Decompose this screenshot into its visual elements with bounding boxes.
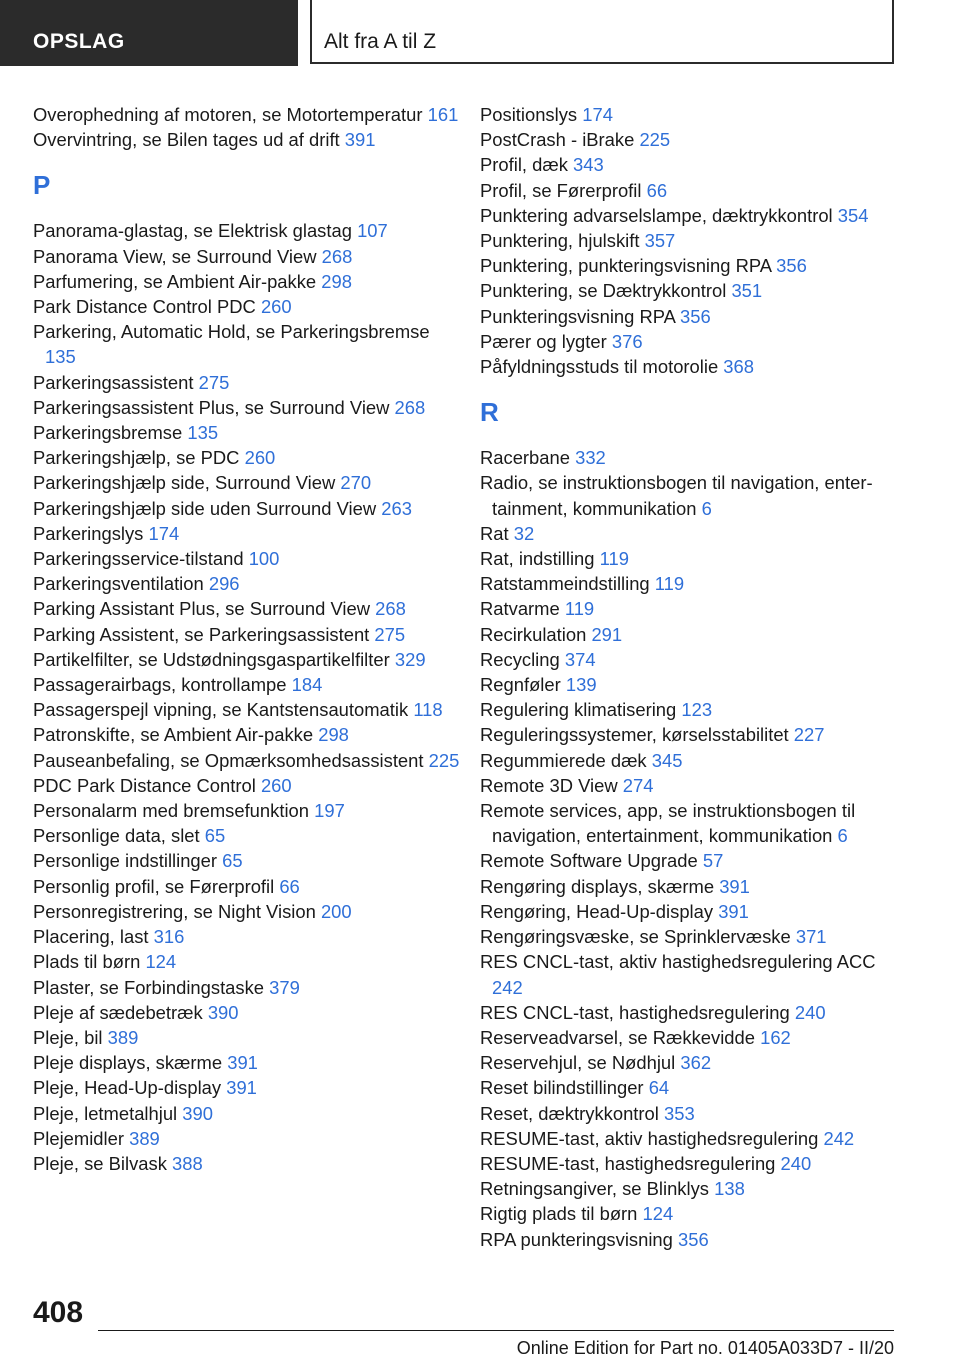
index-entry-text: Profil, se Førerprofil: [480, 179, 642, 201]
index-entry-text: Punktering, punkteringsvisning RPA: [480, 255, 772, 277]
index-entry-text: Punktering advarselslampe, dæktrykkontrol: [480, 204, 833, 226]
index-entry-text: Recycling: [480, 648, 560, 670]
edition-footer: Online Edition for Part no. 01405A033D7 - II/20: [516, 1338, 894, 1358]
index-entry-text: Parking Assistant Plus, se Surround View: [33, 598, 370, 620]
index-entry-text: RESUME-tast, hastighedsregulering: [480, 1152, 776, 1174]
index-entry: [33, 924, 463, 949]
index-entry-text: Patronskifte, se Ambient Air-pakke: [33, 724, 314, 746]
index-entry-text: Placering, last: [33, 926, 149, 948]
index-entry: [33, 899, 463, 924]
page-reference-link[interactable]: 260: [260, 774, 292, 796]
index-entry-text: Remote 3D View: [480, 774, 618, 796]
page-reference-link[interactable]: 118: [413, 699, 443, 721]
page-reference-link[interactable]: 332: [575, 447, 606, 469]
index-entry: [480, 1075, 910, 1100]
index-entry: [33, 395, 463, 420]
page-reference-link[interactable]: 391: [718, 900, 749, 922]
index-entry-text: Rengøring, Head-Up-display: [480, 900, 714, 922]
page-reference-link[interactable]: 353: [664, 1102, 695, 1124]
index-entry-text: Profil, dæk: [480, 154, 568, 176]
index-entry: [33, 102, 463, 127]
index-entry: [480, 304, 910, 329]
index-entry-text: Parkeringsassistent Plus, se Surround View: [33, 396, 390, 418]
page-reference-link[interactable]: 316: [153, 926, 185, 948]
page-reference-link[interactable]: 390: [182, 1102, 213, 1124]
index-entry: [480, 748, 910, 773]
index-entry-text: RES CNCL-tast, aktiv hastighedsregulering ACC: [480, 951, 876, 973]
page-reference-link[interactable]: 174: [148, 522, 180, 544]
page-reference-link[interactable]: 161: [427, 104, 459, 125]
page-reference-link[interactable]: 119: [599, 548, 629, 570]
index-entry-text: Reserveadvarsel, se Rækkevidde: [480, 1026, 755, 1048]
index-entry: [33, 773, 463, 798]
page-reference-link[interactable]: 275: [374, 623, 406, 645]
index-entry: [480, 1025, 910, 1050]
page-reference-link[interactable]: 371: [795, 926, 827, 948]
index-entry: [33, 319, 463, 369]
index-entry: [33, 370, 463, 395]
page-reference-link[interactable]: 242: [823, 1127, 855, 1149]
index-entry: [480, 722, 910, 747]
index-entry-text: Rengøringsvæske, se Sprinklervæske: [480, 926, 791, 948]
index-entry: [33, 1075, 463, 1100]
index-entry-text: Punktering, se Dæktrykkontrol: [480, 280, 727, 302]
index-entry: [480, 697, 910, 722]
index-entry: [33, 647, 463, 672]
page-reference-link[interactable]: 260: [244, 447, 276, 469]
index-entry-text: Parkeringshjælp, se PDC: [33, 447, 240, 469]
page-reference-link[interactable]: 225: [428, 749, 460, 771]
index-entry: [33, 975, 463, 1000]
index-entry: [480, 329, 910, 354]
index-entry-text: Punktering, hjulskift: [480, 230, 640, 252]
index-entry-text: Personlige indstillinger: [33, 850, 218, 872]
index-entry: [480, 152, 910, 177]
index-entry: [33, 521, 463, 546]
page-reference-link[interactable]: 66: [646, 179, 668, 201]
page-reference-link[interactable]: 357: [644, 230, 676, 252]
index-entry: [33, 874, 463, 899]
page-reference-link[interactable]: 65: [204, 825, 226, 847]
index-entry-text: Ratvarme: [480, 598, 560, 620]
page-reference-link[interactable]: 32: [513, 522, 535, 544]
page-reference-link[interactable]: 135: [187, 422, 219, 444]
index-entry: [33, 949, 463, 974]
page-reference-link[interactable]: 139: [565, 674, 597, 696]
index-column-right: [480, 102, 910, 1252]
index-entry-text: Reset bilindstillinger: [480, 1077, 644, 1099]
index-entry-text: Personlige data, slet: [33, 825, 200, 847]
index-entry-text: Pærer og lygter: [480, 330, 607, 352]
index-entry: [33, 1151, 463, 1176]
index-entry: [480, 1101, 910, 1126]
page-reference-link[interactable]: 362: [680, 1052, 712, 1074]
index-entry: [33, 445, 463, 470]
page-reference-link[interactable]: 197: [314, 800, 345, 822]
index-entry: [33, 823, 463, 848]
page-reference-link[interactable]: 66: [279, 875, 300, 897]
index-entry: [480, 798, 910, 848]
index-entry: [33, 848, 463, 873]
page-reference-link[interactable]: 274: [622, 774, 654, 796]
index-entry: [33, 127, 463, 152]
index-entry-text: Passagerairbags, kontrollampe: [33, 674, 287, 696]
page-reference-link[interactable]: 343: [573, 154, 604, 176]
page-reference-link[interactable]: 345: [651, 749, 683, 771]
index-entry-text: Remote Software Upgrade: [480, 850, 698, 872]
page-reference-link[interactable]: 389: [129, 1127, 160, 1149]
index-entry-text: Rengøring displays, skærme: [480, 875, 715, 897]
index-entry-text: Pleje displays, skærme: [33, 1052, 223, 1074]
index-entry-text: Overvintring, se Bilen tages ud af drift: [33, 129, 340, 151]
page-reference-link[interactable]: 6: [837, 825, 848, 847]
page-reference-link[interactable]: 119: [564, 598, 595, 620]
index-entry: [480, 228, 910, 253]
index-entry: [480, 278, 910, 303]
page-reference-link[interactable]: 379: [269, 976, 300, 998]
index-entry-text: Pauseanbefaling, se Opmærksomhedsassistent: [33, 749, 424, 771]
index-entry-text: Reservehjul, se Nødhjul: [480, 1052, 676, 1074]
index-entry: [480, 622, 910, 647]
page-reference-link[interactable]: 6: [701, 497, 712, 519]
index-entry-text: Retningsangiver, se Blinklys: [480, 1178, 709, 1200]
index-entry: [480, 1151, 910, 1176]
index-entry-text: RPA punkteringsvisning: [480, 1228, 673, 1250]
index-entry: [33, 1000, 463, 1025]
index-entry: [480, 1000, 910, 1025]
page-reference-link[interactable]: 298: [318, 724, 349, 746]
page-reference-link[interactable]: 354: [837, 204, 869, 226]
index-entry: [480, 874, 910, 899]
page-title: Alt fra A til Z: [310, 0, 894, 64]
index-entry: [33, 1050, 463, 1075]
page-reference-link[interactable]: 184: [291, 674, 323, 696]
page-reference-link[interactable]: 376: [611, 330, 643, 352]
page-reference-link[interactable]: 57: [702, 850, 724, 872]
page-reference-link[interactable]: 123: [681, 699, 713, 721]
index-entry-text: Regulering klimatisering: [480, 699, 677, 721]
index-entry: [480, 924, 910, 949]
page-reference-link[interactable]: 240: [780, 1152, 812, 1174]
page-reference-link[interactable]: 64: [648, 1077, 670, 1099]
index-entry-text: Parkeringshjælp side uden Surround View: [33, 497, 377, 519]
page-reference-link[interactable]: 240: [794, 1001, 826, 1023]
index-entry-text: Reguleringssystemer, kørselsstabilitet: [480, 724, 789, 746]
index-letter-heading: P: [33, 170, 51, 201]
index-entry: [480, 445, 910, 470]
index-entry-text: Reset, dæktrykkontrol: [480, 1102, 659, 1124]
index-entry-text: Pleje, Head-Up-display: [33, 1077, 222, 1099]
index-entry-text: Plaster, se Forbindingstaske: [33, 976, 265, 998]
index-entry-text: Remote services, app, se instruktionsbogen til navigation, entertainment, kommunikation: [480, 800, 856, 847]
index-entry-text: Partikelfilter, se Udstødningsgaspartikelfilter: [33, 648, 390, 670]
page-reference-link[interactable]: 268: [321, 245, 353, 267]
page-reference-link[interactable]: 374: [564, 648, 596, 670]
index-entry: [33, 420, 463, 445]
index-entry-text: Panorama-glastag, se Elektrisk glastag: [33, 220, 352, 242]
index-entry: [480, 949, 910, 999]
page-reference-link[interactable]: 356: [776, 255, 807, 277]
index-entry: [480, 1176, 910, 1201]
index-entry: [33, 1101, 463, 1126]
index-entry: [480, 354, 910, 379]
index-entry-text: Parkeringshjælp side, Surround View: [33, 472, 336, 494]
page-reference-link[interactable]: 389: [107, 1026, 139, 1048]
index-entry-text: Rat: [480, 522, 509, 544]
index-entry-text: Radio, se instruktionsbogen til navigation, entertainment, kommunikation: [480, 472, 873, 519]
index-entry: [33, 722, 463, 747]
index-entry-text: Påfyldningsstuds til motorolie: [480, 356, 719, 378]
index-entry: [33, 244, 463, 269]
page-reference-link[interactable]: 296: [208, 573, 240, 595]
index-entry-text: Ratstammeindstilling: [480, 573, 650, 595]
page-reference-link[interactable]: 390: [207, 1001, 239, 1023]
page-reference-link[interactable]: 270: [340, 472, 372, 494]
index-entry: [480, 178, 910, 203]
page-number: 408: [33, 1296, 84, 1329]
index-entry-text: Rigtig plads til børn: [480, 1203, 638, 1225]
index-entry-text: Parfumering, se Ambient Air-pakke: [33, 270, 317, 292]
index-entry-text: RES CNCL-tast, hastighedsregulering: [480, 1001, 790, 1023]
index-entry: [480, 1201, 910, 1226]
index-entry: [33, 596, 463, 621]
index-entry: [33, 571, 463, 596]
index-entry-text: Recirkulation: [480, 623, 587, 645]
index-entry: [480, 253, 910, 278]
index-entry: [480, 596, 910, 621]
page-reference-link[interactable]: 298: [321, 270, 352, 292]
page-reference-link[interactable]: 65: [222, 850, 243, 872]
index-entry-text: Parking Assistent, se Parkeringsassistent: [33, 623, 370, 645]
page-reference-link[interactable]: 329: [394, 648, 426, 670]
page-reference-link[interactable]: 135: [45, 346, 76, 368]
index-entry: [480, 1050, 910, 1075]
index-entry: [33, 269, 463, 294]
index-entry: [480, 672, 910, 697]
footer-divider: [98, 1330, 894, 1331]
index-entry: [33, 1126, 463, 1151]
page-reference-link[interactable]: 263: [381, 497, 412, 519]
index-entry: [33, 748, 463, 773]
page-reference-link[interactable]: 275: [198, 371, 230, 393]
page-reference-link[interactable]: 356: [678, 1228, 709, 1250]
index-entry: [33, 1025, 463, 1050]
page-reference-link[interactable]: 268: [375, 598, 406, 620]
page-reference-link[interactable]: 124: [145, 951, 177, 973]
index-entry: [33, 697, 463, 722]
index-entry: [480, 102, 910, 127]
index-letter-heading: R: [480, 397, 499, 428]
index-entry-text: Plads til børn: [33, 951, 141, 973]
index-entry: [33, 622, 463, 647]
index-column-left: [33, 102, 463, 1176]
index-entry: [33, 672, 463, 697]
page-reference-link[interactable]: 356: [680, 305, 711, 327]
page-reference-link[interactable]: 268: [394, 396, 426, 418]
page-reference-link[interactable]: 260: [260, 296, 292, 318]
index-entry-text: Positionslys: [480, 104, 578, 125]
index-entry: [480, 521, 910, 546]
index-entry: [480, 899, 910, 924]
index-entry-text: Pleje, se Bilvask: [33, 1152, 167, 1174]
index-entry-text: PostCrash - iBrake: [480, 129, 635, 151]
index-entry: [480, 647, 910, 672]
index-entry-text: Parkeringsservice-tilstand: [33, 548, 244, 570]
index-entry-text: Plejemidler: [33, 1127, 124, 1149]
index-entry-text: Parkeringsbremse: [33, 422, 183, 444]
index-entry-text: Personalarm med bremsefunktion: [33, 800, 309, 822]
index-entry-text: Parkeringsassistent: [33, 371, 194, 393]
index-entry-text: Parkeringsventilation: [33, 573, 204, 595]
index-entry: [480, 848, 910, 873]
index-entry-text: Parkering, Automatic Hold, se Parkeringsbremse: [33, 321, 430, 343]
index-entry-text: Panorama View, se Surround View: [33, 245, 317, 267]
page-reference-link[interactable]: 162: [760, 1026, 791, 1048]
index-entry-text: Personlig profil, se Førerprofil: [33, 875, 275, 897]
page-reference-link[interactable]: 119: [654, 573, 685, 595]
index-entry-text: Overophedning af motoren, se Motortemperatur: [33, 104, 423, 125]
index-entry-text: Regummierede dæk: [480, 749, 647, 771]
page-reference-link[interactable]: 174: [582, 104, 613, 125]
page-reference-link[interactable]: 291: [591, 623, 623, 645]
page-reference-link[interactable]: 225: [639, 129, 671, 151]
index-entry: [480, 127, 910, 152]
page-reference-link[interactable]: 107: [357, 220, 388, 242]
index-entry: [480, 1126, 910, 1151]
index-entry: [480, 571, 910, 596]
index-entry: [480, 203, 910, 228]
page-reference-link[interactable]: 124: [642, 1203, 674, 1225]
index-entry: [33, 218, 463, 243]
index-entry: [480, 1227, 910, 1252]
index-entry-text: Rat, indstilling: [480, 548, 595, 570]
index-entry-text: Personregistrering, se Night Vision: [33, 900, 316, 922]
index-entry: [33, 496, 463, 521]
section-tab: OPSLAG: [0, 0, 298, 66]
page-reference-link[interactable]: 351: [731, 280, 763, 302]
page-reference-link[interactable]: 200: [320, 900, 352, 922]
index-entry: [33, 470, 463, 495]
index-entry-text: Park Distance Control PDC: [33, 296, 256, 318]
index-entry: [480, 546, 910, 571]
page-reference-link[interactable]: 368: [723, 356, 754, 378]
index-entry-text: Pleje, bil: [33, 1026, 103, 1048]
page-reference-link[interactable]: 391: [344, 129, 376, 151]
index-entry-text: Regnføler: [480, 674, 561, 696]
index-entry-text: Pleje af sædebetræk: [33, 1001, 203, 1023]
index-entry-text: Punkteringsvisning RPA: [480, 305, 675, 327]
index-entry: [33, 798, 463, 823]
index-entry-text: Passagerspejl vipning, se Kantstensautomatik: [33, 699, 409, 721]
page-reference-link[interactable]: 100: [248, 548, 280, 570]
page-reference-link[interactable]: 242: [492, 976, 523, 998]
page-reference-link[interactable]: 391: [719, 875, 750, 897]
page-reference-link[interactable]: 388: [172, 1152, 203, 1174]
index-entry-text: Parkeringslys: [33, 522, 144, 544]
index-entry: [33, 294, 463, 319]
index-entry-text: Pleje, letmetalhjul: [33, 1102, 178, 1124]
index-entry-text: RESUME-tast, aktiv hastighedsregulering: [480, 1127, 819, 1149]
page-reference-link[interactable]: 391: [226, 1077, 257, 1099]
index-entry-text: Racerbane: [480, 447, 570, 469]
page-reference-link[interactable]: 227: [793, 724, 825, 746]
page-reference-link[interactable]: 391: [227, 1052, 258, 1074]
index-entry-text: PDC Park Distance Control: [33, 774, 256, 796]
index-entry: [480, 470, 910, 520]
index-entry: [33, 546, 463, 571]
page-reference-link[interactable]: 138: [714, 1178, 745, 1200]
index-entry: [480, 773, 910, 798]
